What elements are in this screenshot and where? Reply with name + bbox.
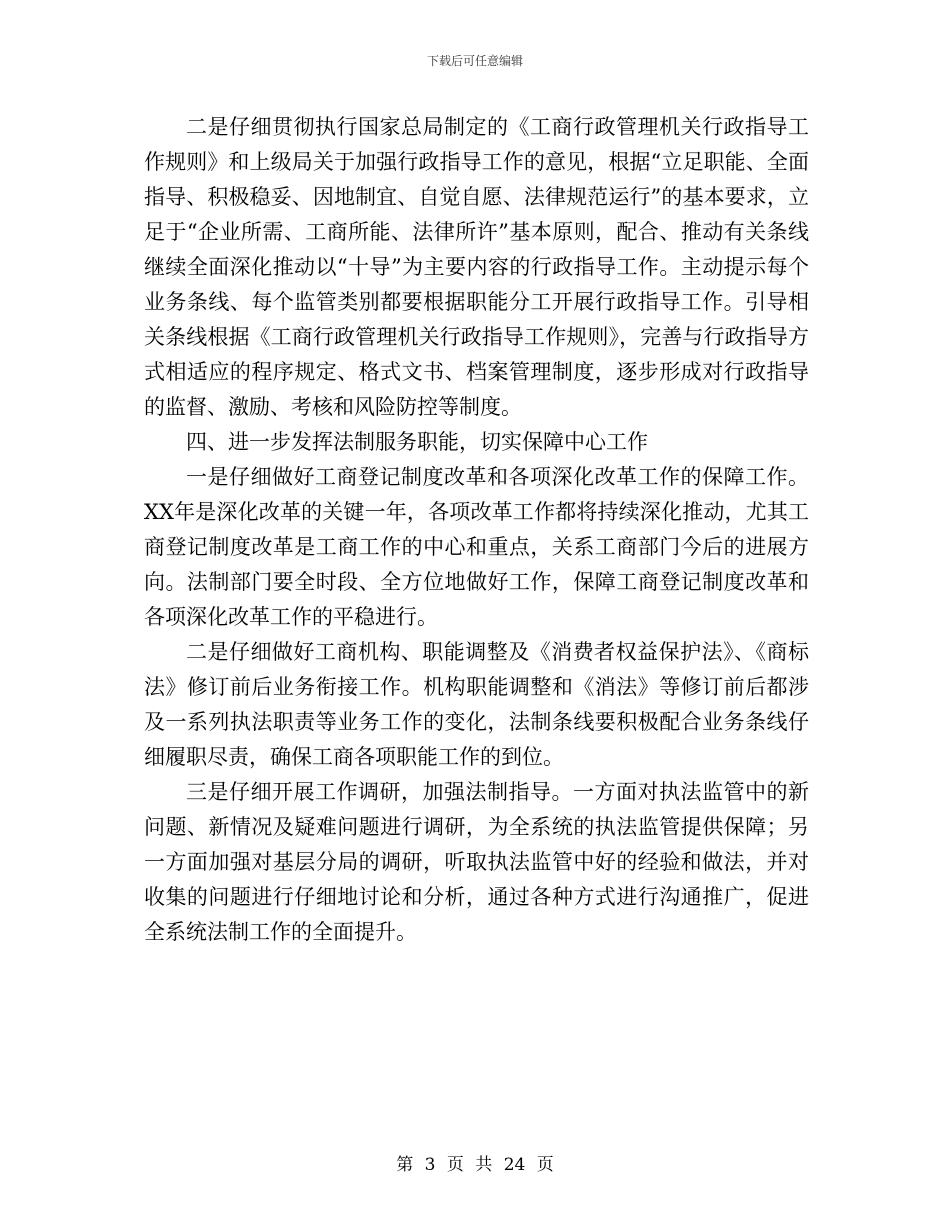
section-heading-four: 四、进一步发挥法制服务职能，切实保障中心工作 — [186, 430, 648, 454]
page-header-note: 下载后可任意编辑 — [426, 54, 523, 68]
paragraph-research-guidance: 三是仔细开展工作调研，加强法制指导。一方面对执法监管中的新问题、新情况及疑难问题进行调研，为全系统的执法监管提供保障；另一方面加强对基层分局的调研，听取执法监管中好的经验和做法，并对收集的问题进行仔细地讨论和分析，通过各种方式进行沟通推广，促进全系统法制工作的全面提升。 — [144, 780, 809, 944]
paragraph-institution-adjustment: 二是仔细做好工商机构、职能调整及《消费者权益保护法》、《商标法》修订前后业务衔接工作。机构职能调整和《消法》等修订前后都涉及一系列执法职责等业务工作的变化，法制条线要积极配合业务条线仔细履职尽责，确保工商各项职能工作的到位。 — [144, 640, 809, 769]
paragraph-registration-reform: 一是仔细做好工商登记制度改革和各项深化改革工作的保障工作。XX年是深化改革的关键一年，各项改革工作都将持续深化推动，尤其工商登记制度改革是工商工作的中心和重点，关系工商部门今后的进展方向。法制部门要全时段、全方位地做好工作，保障工商登记制度改革和各项深化改革工作的平稳进行。 — [144, 465, 809, 629]
document-body — [144, 110, 809, 950]
page-number-footer: 第 3 页 共 24 页 — [396, 1155, 554, 1175]
paragraph-admin-guidance: 二是仔细贯彻执行国家总局制定的《工商行政管理机关行政指导工作规则》和上级局关于加强行政指导工作的意见，根据“立足职能、全面指导、积极稳妥、因地制宜、自觉自愿、法律规范运行”的基本要求，立足于“企业所需、工商所能、法律所许”基本原则，配合、推动有关条线继续全面深化推动以“十导”为主要内容的行政指导工作。主动提示每个业务条线、每个监管类别都要根据职能分工开展行政指导工作。引导相关条线根据《工商行政管理机关行政指导工作规则》，完善与行政指导方式相适应的程序规定、格式文书、档案管理制度，逐步形成对行政指导的监督、激励、考核和风险防控等制度。 — [144, 115, 809, 419]
